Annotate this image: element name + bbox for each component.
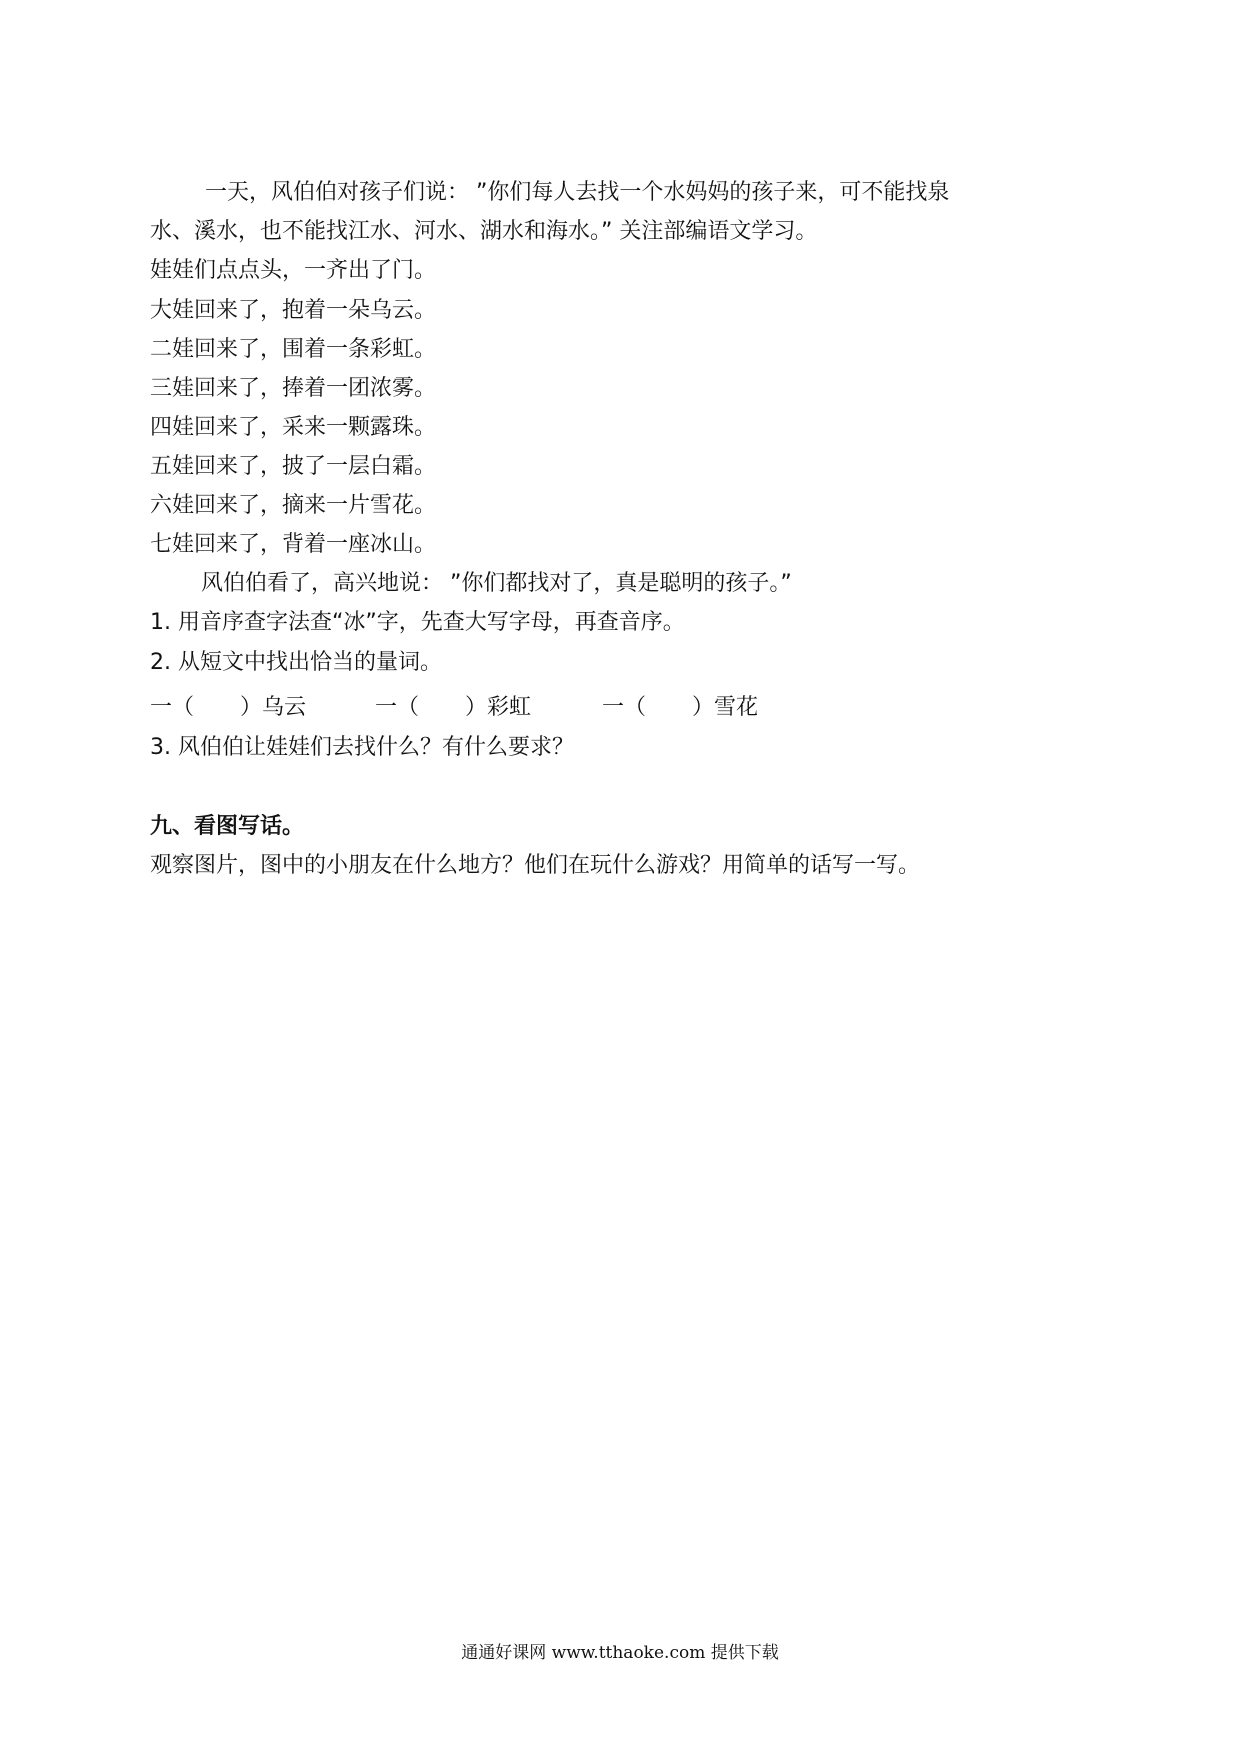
- question-1: 1. 用音序查字法查“冰”字，先查大写字母，再查音序。: [150, 610, 685, 635]
- passage-line-6: 三娃回来了，捧着一团浓雾。: [150, 376, 437, 401]
- blank-item-3: [602, 693, 758, 723]
- blank-3-suffix: ）雪花: [692, 695, 759, 720]
- blank-1-prefix: 一（: [150, 695, 195, 720]
- blank-2-suffix: ）彩虹: [465, 695, 532, 720]
- section-9-heading: 九、看图写话。: [150, 814, 305, 839]
- passage-line-2: 水、溪水，也不能找江水、河水、湖水和海水。” 关注部编语文学习。: [150, 219, 818, 244]
- blank-item-2: [375, 693, 531, 723]
- page-footer: 通通好课网 www.tthaoke.com 提供下载: [461, 1643, 779, 1663]
- blank-3-prefix: 一（: [602, 695, 647, 720]
- section-9-instruction: 观察图片，图中的小朋友在什么地方？他们在玩什么游戏？用简单的话写一写。: [150, 853, 921, 878]
- blank-1-suffix: ）乌云: [240, 695, 307, 720]
- passage-line-7: 四娃回来了，采来一颗露珠。: [150, 415, 437, 440]
- passage-line-3: 娃娃们点点头，一齐出了门。: [150, 258, 437, 283]
- question-3: 3. 风伯伯让娃娃们去找什么？有什么要求？: [150, 735, 574, 760]
- blank-item-1: [150, 693, 306, 723]
- passage-line-9: 六娃回来了，摘来一片雪花。: [150, 493, 437, 518]
- blank-2-prefix: 一（: [375, 695, 420, 720]
- passage-line-4: 大娃回来了，抱着一朵乌云。: [150, 298, 437, 323]
- passage-line-5: 二娃回来了，围着一条彩虹。: [150, 337, 437, 362]
- question-2: 2. 从短文中找出恰当的量词。: [150, 650, 442, 675]
- passage-line-1: 一天，风伯伯对孩子们说： ”你们每人去找一个水妈妈的孩子来，可不能找泉: [205, 180, 950, 205]
- passage-line-8: 五娃回来了，披了一层白霜。: [150, 454, 437, 479]
- passage-line-11: 风伯伯看了，高兴地说： ”你们都找对了，真是聪明的孩子。”: [201, 571, 792, 596]
- passage-line-10: 七娃回来了，背着一座冰山。: [150, 532, 437, 557]
